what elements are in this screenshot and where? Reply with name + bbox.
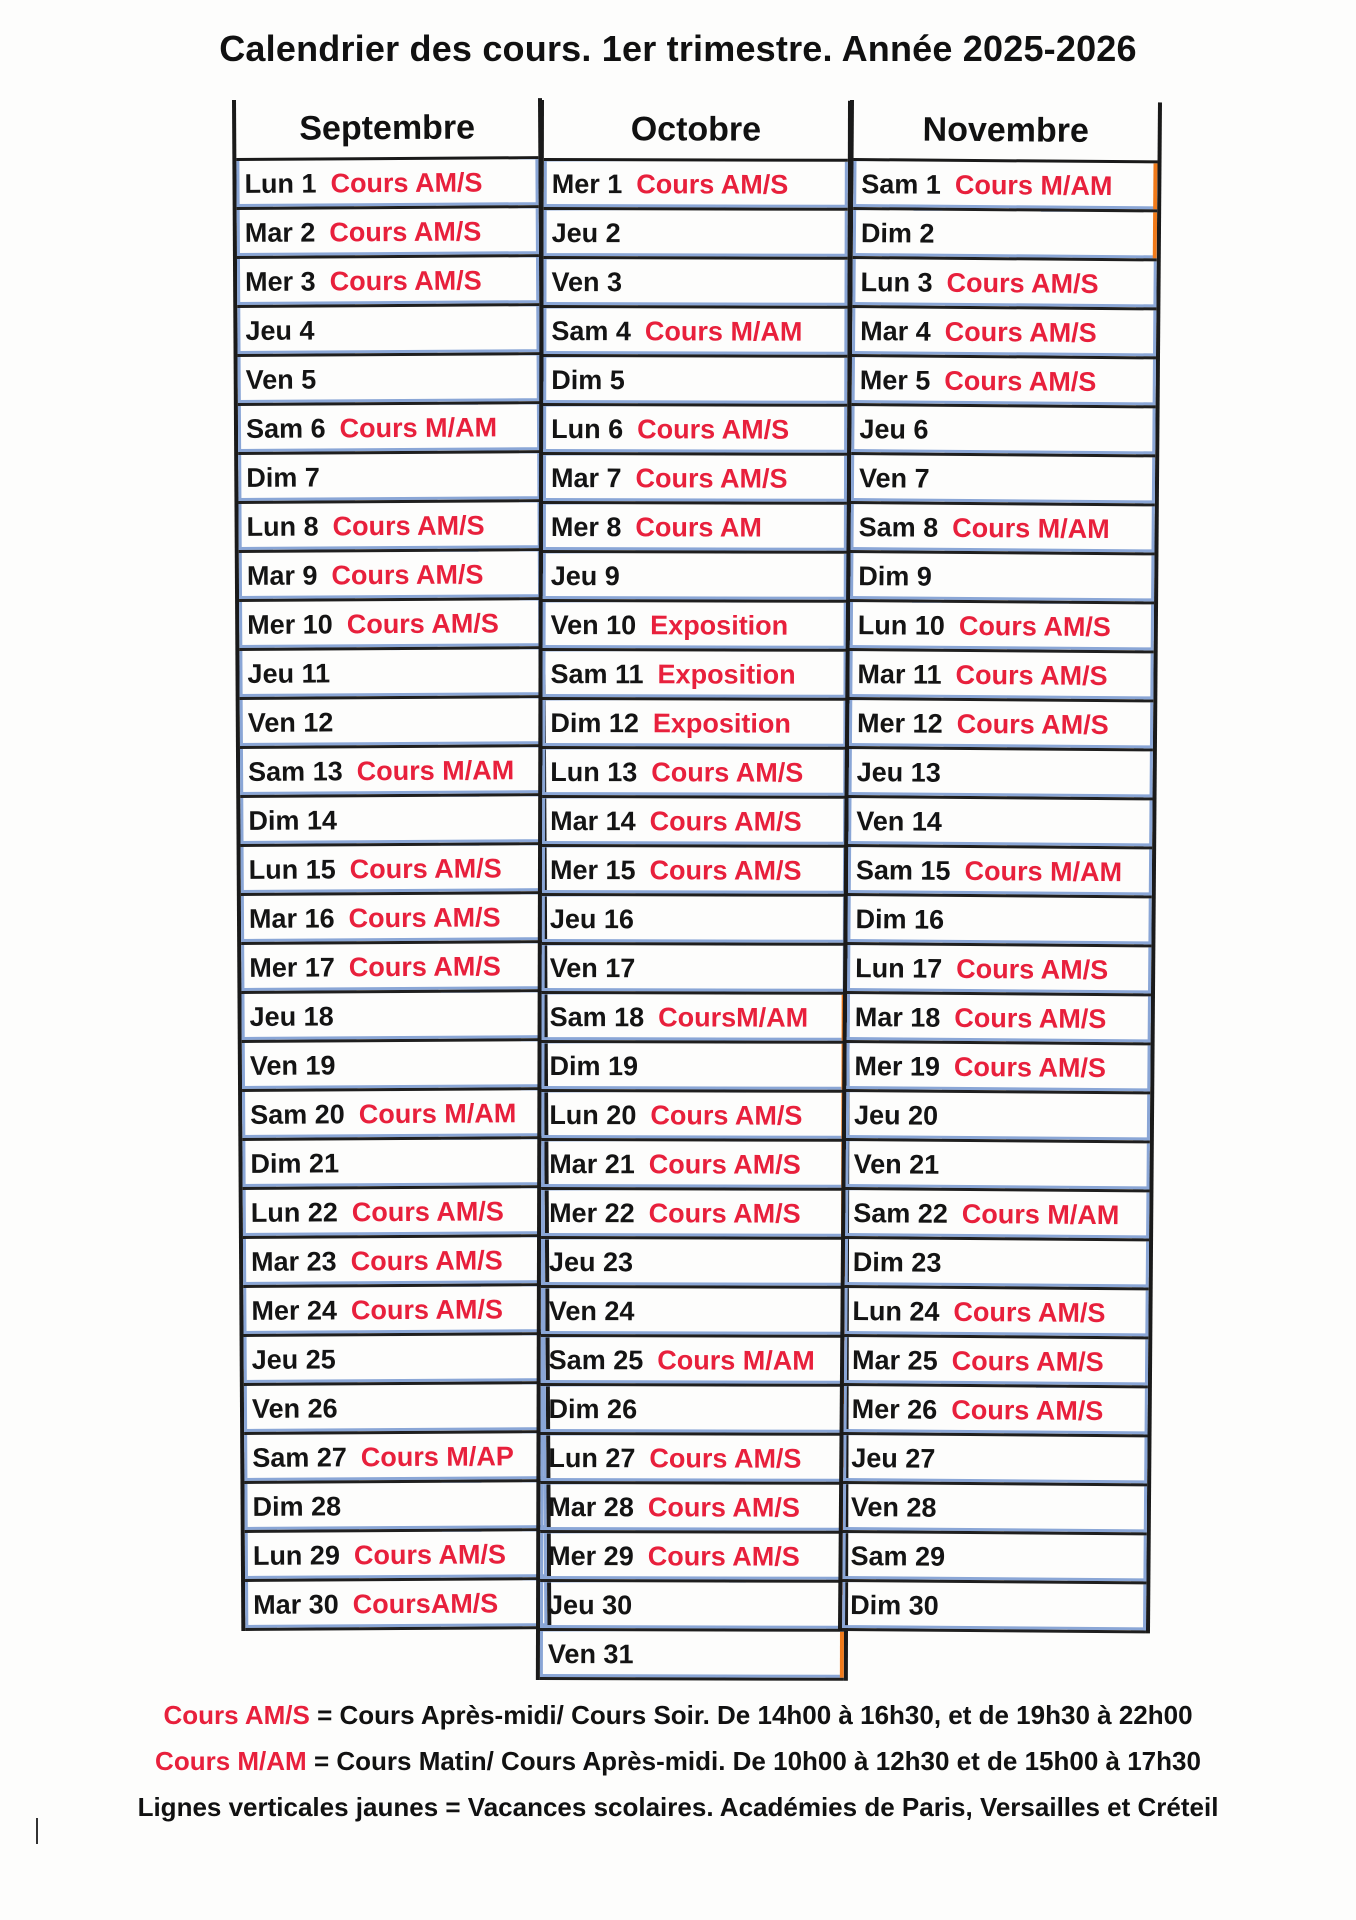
day-row	[843, 1484, 1147, 1535]
day-row	[242, 1139, 544, 1190]
day-label: Mer 29	[548, 1540, 634, 1571]
course-event: Cours M/AM	[356, 754, 515, 786]
day-row	[245, 1580, 547, 1631]
course-event: Cours AM/S	[348, 950, 501, 982]
course-event: Cours AM/S	[958, 610, 1112, 642]
day-label: Dim 30	[850, 1589, 939, 1621]
day-row	[853, 210, 1157, 261]
day-label: Mar 23	[251, 1245, 337, 1277]
course-event: Cours M/AP	[360, 1440, 514, 1472]
day-label: Dim 9	[858, 560, 932, 592]
day-row	[543, 308, 847, 358]
legend-line-holidays	[0, 1792, 1356, 1823]
course-event: CoursAM/S	[352, 1587, 499, 1619]
day-label: Mar 2	[244, 216, 316, 248]
course-event: Cours AM/S	[350, 1293, 504, 1325]
month-column-octobre	[536, 100, 852, 1681]
course-event: Cours AM/S	[951, 1345, 1104, 1377]
day-row	[845, 1239, 1149, 1290]
day-label: Mer 17	[249, 951, 335, 983]
day-label: Mar 28	[548, 1491, 634, 1522]
day-label: Mer 5	[859, 364, 931, 396]
day-label: Mer 15	[549, 854, 636, 885]
legend-key: Cours AM/S	[163, 1700, 310, 1730]
day-row	[845, 1141, 1149, 1192]
course-event: Cours AM/S	[944, 365, 1097, 397]
day-label: Jeu 25	[251, 1343, 336, 1375]
day-row	[844, 1288, 1148, 1339]
day-label: Lun 8	[246, 510, 319, 542]
day-label: Sam 8	[858, 511, 939, 543]
course-event: Cours AM/S	[648, 1197, 801, 1229]
day-row	[541, 1239, 845, 1289]
day-label: Mer 22	[549, 1197, 635, 1228]
course-event: Cours M/AM	[952, 512, 1110, 544]
day-row	[848, 847, 1152, 898]
day-row	[842, 1533, 1146, 1584]
day-row	[239, 600, 541, 651]
day-row	[846, 1043, 1150, 1094]
course-event: Cours AM/S	[649, 805, 802, 837]
course-event: Exposition	[650, 609, 789, 641]
day-label: Mar 14	[550, 805, 636, 836]
legend-text: = Cours Matin/ Cours Après-midi. De 10h00 à 12h30 et de 15h00 à 17h30	[306, 1746, 1201, 1776]
day-row	[240, 796, 542, 847]
day-row	[244, 1335, 546, 1386]
day-row	[851, 455, 1155, 506]
day-label: Jeu 4	[245, 315, 315, 346]
course-event: Cours AM/S	[956, 708, 1109, 740]
day-row	[850, 504, 1154, 555]
day-row	[542, 896, 846, 946]
day-row	[241, 894, 543, 945]
day-row	[243, 1188, 545, 1239]
day-row	[846, 1092, 1150, 1143]
day-row	[543, 406, 847, 456]
day-list	[842, 161, 1158, 1633]
day-row	[543, 602, 847, 652]
day-row	[849, 651, 1153, 702]
day-row	[540, 1533, 844, 1583]
day-label: Lun 24	[852, 1295, 940, 1327]
day-row	[241, 992, 543, 1043]
day-row	[237, 306, 539, 357]
course-event: Cours AM/S	[647, 1491, 800, 1523]
course-event: Cours AM/S	[351, 1195, 504, 1227]
day-label: Mar 21	[549, 1148, 635, 1179]
day-row	[542, 847, 846, 897]
day-label: Dim 21	[250, 1147, 340, 1179]
day-label: Mar 4	[860, 315, 931, 347]
day-label: Dim 14	[248, 804, 338, 836]
day-row	[543, 553, 847, 603]
legend-key: Cours M/AM	[155, 1746, 307, 1776]
day-label: Jeu 2	[551, 217, 621, 248]
day-label: Ven 31	[547, 1638, 634, 1669]
course-event: Cours AM/S	[647, 1540, 800, 1572]
course-event: Cours AM/S	[951, 1394, 1104, 1426]
course-event: Cours AM/S	[649, 1442, 802, 1474]
day-label: Jeu 11	[247, 657, 331, 689]
course-event: Exposition	[657, 658, 796, 690]
course-event: Cours AM/S	[944, 316, 1097, 348]
day-row	[236, 159, 538, 210]
day-label: Ven 7	[858, 462, 930, 494]
day-label: Sam 6	[245, 412, 326, 444]
course-event: Cours AM/S	[651, 756, 804, 788]
day-label: Lun 3	[860, 266, 933, 298]
legend-text: Lignes verticales jaunes = Vacances scolaires. Académies de Paris, Versailles et Créteil	[137, 1792, 1219, 1822]
day-row	[244, 1384, 546, 1435]
day-label: Ven 21	[853, 1148, 940, 1180]
course-event: Cours AM/S	[649, 854, 802, 886]
day-row	[243, 1286, 545, 1337]
day-label: Ven 3	[551, 266, 623, 297]
day-row	[848, 798, 1152, 849]
day-row	[541, 1288, 845, 1338]
course-event: Cours AM/S	[329, 264, 482, 296]
day-row	[238, 355, 540, 406]
day-label: Lun 6	[551, 413, 624, 444]
day-row	[852, 308, 1156, 359]
day-label: Ven 14	[856, 805, 943, 837]
day-label: Ven 17	[549, 952, 636, 983]
day-label: Sam 20	[250, 1098, 345, 1130]
day-row	[238, 404, 540, 455]
course-event: Cours M/AM	[964, 855, 1123, 887]
day-label: Jeu 6	[859, 413, 929, 445]
day-label: Dim 2	[860, 217, 935, 249]
course-event: Cours AM/S	[332, 509, 485, 541]
day-label: Jeu 18	[249, 1000, 334, 1032]
course-event: Cours M/AM	[644, 315, 803, 347]
day-row	[242, 1041, 544, 1092]
day-label: Lun 13	[550, 756, 638, 787]
day-label: Mer 12	[856, 707, 943, 739]
day-list	[540, 161, 848, 1681]
day-label: Mar 11	[857, 658, 942, 690]
day-row	[850, 553, 1154, 604]
day-label: Sam 22	[853, 1197, 948, 1229]
day-label: Mar 25	[851, 1344, 938, 1376]
day-row	[240, 747, 542, 798]
day-row	[241, 943, 543, 994]
day-row	[541, 1141, 845, 1191]
day-label: Lun 15	[248, 853, 336, 885]
day-label: Dim 26	[548, 1393, 638, 1424]
day-row	[242, 1090, 544, 1141]
course-event: Cours AM/S	[353, 1538, 507, 1570]
course-event: Cours AM/S	[953, 1051, 1107, 1083]
course-event: Cours M/AM	[339, 411, 498, 443]
day-row	[241, 845, 543, 896]
course-event: Cours AM/S	[650, 1099, 803, 1131]
day-row	[849, 700, 1153, 751]
day-label: Mer 19	[854, 1050, 941, 1082]
scan-mark	[36, 1818, 38, 1844]
day-row	[540, 1582, 844, 1632]
day-label: Sam 13	[248, 755, 343, 787]
day-label: Ven 28	[850, 1491, 937, 1523]
day-row	[542, 945, 846, 995]
day-row	[847, 896, 1151, 947]
day-label: Mar 7	[550, 462, 622, 493]
day-label: Sam 1	[861, 168, 942, 200]
month-column-septembre	[232, 98, 551, 1631]
course-event: Cours AM/S	[349, 852, 502, 884]
day-label: Dim 28	[252, 1490, 342, 1522]
day-label: Mer 26	[851, 1393, 938, 1425]
course-event: Cours AM/S	[635, 462, 788, 494]
day-row	[543, 504, 847, 554]
day-label: Ven 24	[548, 1295, 635, 1326]
course-event: Cours AM/S	[330, 166, 483, 198]
course-event: CoursM/AM	[658, 1001, 809, 1033]
day-label: Sam 29	[850, 1540, 946, 1572]
day-label: Jeu 30	[548, 1589, 633, 1620]
month-header: Octobre	[544, 100, 848, 162]
day-row	[237, 208, 539, 259]
day-label: Sam 11	[550, 658, 644, 689]
day-row	[541, 1092, 845, 1142]
day-row	[239, 551, 541, 602]
course-event: Cours AM/S	[350, 1244, 503, 1276]
day-row	[541, 1386, 845, 1436]
day-row	[847, 945, 1151, 996]
day-row	[540, 1484, 844, 1534]
day-row	[244, 1482, 546, 1533]
day-row	[849, 749, 1153, 800]
day-label: Jeu 20	[853, 1099, 939, 1131]
legend-line-ams	[0, 1700, 1356, 1731]
day-row	[544, 161, 848, 211]
day-row	[542, 700, 846, 750]
day-row	[540, 1631, 844, 1681]
day-row	[237, 257, 539, 308]
course-event: Cours AM/S	[637, 413, 790, 445]
day-label: Dim 16	[855, 903, 945, 935]
course-event: Cours M/AM	[954, 169, 1113, 201]
course-event: Cours AM/S	[346, 607, 499, 639]
day-label: Ven 12	[247, 706, 334, 738]
course-event: Cours AM/S	[956, 953, 1109, 985]
day-label: Mer 24	[251, 1294, 338, 1326]
month-header: Novembre	[854, 100, 1158, 163]
day-row	[542, 651, 846, 701]
day-label: Lun 27	[548, 1442, 636, 1473]
day-label: Dim 12	[550, 707, 639, 738]
day-label: Jeu 16	[549, 903, 634, 934]
day-row	[543, 455, 847, 505]
day-row	[850, 602, 1154, 653]
day-row	[844, 1337, 1148, 1388]
day-row	[852, 357, 1156, 408]
day-label: Lun 29	[252, 1539, 340, 1571]
day-row	[843, 1435, 1147, 1486]
day-label: Sam 25	[548, 1344, 644, 1375]
course-event: Cours AM/S	[329, 215, 482, 247]
day-row	[243, 1237, 545, 1288]
day-label: Ven 5	[245, 363, 317, 395]
day-label: Sam 27	[252, 1441, 347, 1473]
day-row	[543, 259, 847, 309]
day-label: Sam 15	[855, 854, 951, 886]
course-event: Cours AM/S	[953, 1296, 1106, 1328]
day-row	[543, 357, 847, 407]
day-label: Lun 10	[857, 609, 946, 641]
day-label: Mer 8	[550, 511, 622, 542]
course-event: Cours M/AM	[961, 1198, 1120, 1230]
day-row	[844, 1386, 1148, 1437]
day-label: Mar 9	[246, 559, 318, 591]
month-header: Septembre	[236, 98, 538, 161]
course-event: Cours AM/S	[648, 1148, 801, 1180]
day-label: Mer 1	[551, 168, 623, 199]
day-label: Lun 17	[855, 952, 943, 984]
day-label: Sam 4	[551, 315, 631, 346]
day-row	[244, 1433, 546, 1484]
day-label: Dim 19	[549, 1050, 639, 1081]
day-row	[845, 1190, 1149, 1241]
page-title: Calendrier des cours. 1er trimestre. Année 2025-2026	[219, 28, 1137, 69]
day-label: Mer 10	[247, 608, 333, 640]
course-event: Cours AM/S	[955, 659, 1108, 691]
day-label: Mar 16	[248, 902, 335, 934]
course-event: Cours AM/S	[348, 901, 501, 933]
day-label: Jeu 13	[856, 756, 941, 788]
legend-line-mam	[0, 1746, 1356, 1777]
course-event: Cours AM/S	[636, 168, 789, 200]
day-row	[541, 1337, 845, 1387]
day-row	[540, 1435, 844, 1485]
day-row	[238, 453, 540, 504]
day-label: Dim 5	[551, 364, 625, 395]
course-event: Exposition	[652, 707, 791, 739]
day-row	[245, 1531, 547, 1582]
day-row	[542, 798, 846, 848]
day-row	[853, 161, 1157, 212]
day-label: Dim 7	[246, 461, 320, 493]
day-label: Ven 19	[249, 1049, 336, 1081]
course-event: Cours AM	[635, 511, 762, 543]
course-event: Cours AM/S	[331, 558, 484, 590]
day-label: Jeu 27	[851, 1442, 936, 1474]
day-row	[240, 698, 542, 749]
day-label: Lun 22	[250, 1196, 338, 1228]
course-event: Cours AM/S	[946, 267, 1099, 299]
day-row	[542, 749, 846, 799]
day-row	[239, 649, 541, 700]
day-label: Dim 23	[852, 1246, 942, 1278]
day-row	[544, 210, 848, 260]
day-label: Ven 26	[251, 1392, 338, 1424]
day-label: Mar 30	[253, 1588, 339, 1620]
day-row	[851, 406, 1155, 457]
legend-text: = Cours Après-midi/ Cours Soir. De 14h00 à 16h30, et de 19h30 à 22h00	[309, 1700, 1193, 1730]
day-row	[542, 994, 846, 1044]
day-label: Mar 18	[854, 1001, 941, 1033]
day-label: Jeu 23	[548, 1246, 634, 1277]
day-label: Lun 20	[549, 1099, 637, 1130]
day-row	[842, 1582, 1146, 1633]
day-row	[541, 1043, 845, 1093]
day-list	[236, 159, 547, 1631]
day-label: Lun 1	[244, 167, 317, 199]
day-row	[852, 259, 1156, 310]
day-label: Jeu 9	[550, 560, 620, 591]
day-row	[541, 1190, 845, 1240]
day-row	[847, 994, 1151, 1045]
course-event: Cours M/AM	[657, 1344, 815, 1376]
course-event: Cours AM/S	[954, 1002, 1107, 1034]
course-event: Cours M/AM	[358, 1097, 517, 1129]
day-label: Sam 18	[549, 1001, 645, 1032]
day-row	[238, 502, 540, 553]
day-label: Mer 3	[245, 265, 316, 297]
month-column-novembre	[838, 100, 1162, 1633]
day-label: Ven 10	[550, 609, 637, 640]
